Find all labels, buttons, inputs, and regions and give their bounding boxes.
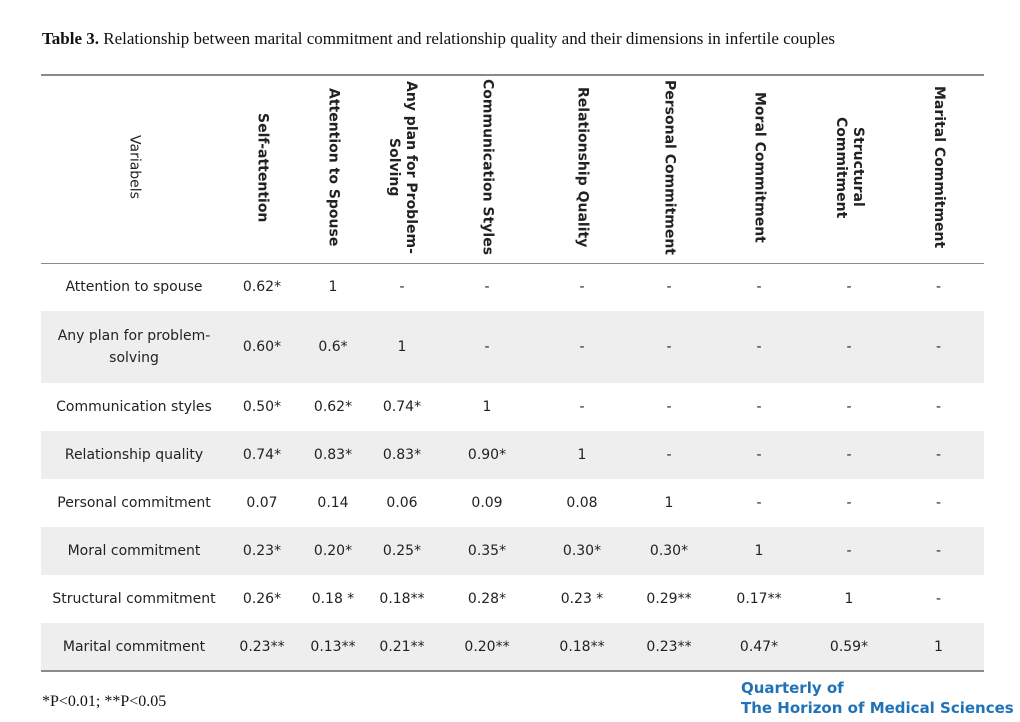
table-row <box>41 263 984 311</box>
journal-logo <box>741 678 1014 718</box>
table-cell: 0.26* <box>242 591 282 607</box>
journal-logo-line2: The Horizon of Medical Sciences <box>741 699 1014 717</box>
table-cell: - <box>579 399 585 415</box>
column-header-self-attention: Self-attention <box>254 112 271 222</box>
column-header-marital-commitment: Marital Commitment <box>931 86 947 249</box>
table-row <box>41 479 984 527</box>
table-cell: - <box>756 399 762 415</box>
table-cell: 0.28* <box>467 591 507 607</box>
table-cell: - <box>935 399 942 415</box>
table-cell: - <box>846 279 852 296</box>
table-cell: 0.18** <box>539 623 625 671</box>
table-cell: 0.23* <box>227 527 297 575</box>
table-caption-text: Relationship between marital commitment and relationship quality and their dimensions in infertile couples <box>103 29 836 48</box>
table-cell: 0.62* <box>242 279 282 296</box>
table-row <box>41 311 984 383</box>
table-cell: - <box>713 431 805 479</box>
table-cell: 1 <box>369 311 435 383</box>
table-cell: 0.90* <box>435 431 539 479</box>
row-label: Relationship quality <box>41 431 227 479</box>
table-cell: - <box>893 431 984 479</box>
table-cell: 0.74* <box>227 431 297 479</box>
column-header-relationship-quality: Relationship Quality <box>574 87 591 248</box>
table-row <box>41 383 984 431</box>
table-cell: - <box>935 495 942 511</box>
column-header-variables: Variabels <box>126 135 143 200</box>
table-cell: 0.6* <box>297 311 369 383</box>
journal-logo-line1: Quarterly of <box>741 679 844 697</box>
table-caption <box>42 29 835 49</box>
column-header-structural-commitment: Structural Commitment <box>833 116 866 218</box>
table-cell: 0.60* <box>227 311 297 383</box>
table-cell: 1 <box>539 431 625 479</box>
column-header-personal-commitment: Personal Commitment <box>661 79 678 255</box>
table-cell: - <box>399 279 405 296</box>
table-cell: 0.08 <box>566 495 598 511</box>
table-cell: - <box>666 279 672 296</box>
row-label: Marital commitment <box>41 623 227 671</box>
row-label: Structural commitment <box>52 591 216 607</box>
table-cell: 0.14 <box>317 495 349 511</box>
table-cell: 0.47* <box>713 623 805 671</box>
table-cell: - <box>713 311 805 383</box>
table-cell: 0.59* <box>805 623 893 671</box>
table-row <box>41 575 984 623</box>
table-cell: - <box>756 495 762 511</box>
table-cell: - <box>579 279 585 296</box>
table-row <box>41 431 984 479</box>
table-cell: 0.50* <box>242 399 282 415</box>
table-caption-label: Table 3. <box>42 29 100 48</box>
table-cell: 1 <box>482 399 492 415</box>
table-cell: 0.62* <box>313 399 353 415</box>
table-cell: 0.20* <box>297 527 369 575</box>
table-cell: 0.83* <box>369 431 435 479</box>
table-cell: 0.18** <box>379 591 425 607</box>
table-cell: 0.83* <box>297 431 369 479</box>
table-cell: 0.29** <box>646 591 692 607</box>
row-label: Any plan for problem-solving <box>41 311 227 383</box>
table-cell: - <box>625 311 713 383</box>
table-footnote: *P<0.01; **P<0.05 <box>42 693 167 710</box>
table-cell: 0.17** <box>736 591 782 607</box>
table-cell: 0.07 <box>246 495 278 511</box>
table-cell: - <box>805 527 893 575</box>
row-label: Moral commitment <box>41 527 227 575</box>
table-cell: 0.23 * <box>560 591 604 607</box>
table-cell: 0.20** <box>435 623 539 671</box>
table-cell: - <box>805 431 893 479</box>
column-header-attention-to-spouse: Attention to Spouse <box>325 88 342 247</box>
table-cell: - <box>666 399 672 415</box>
column-header-communication-styles: Communication Styles <box>479 79 496 256</box>
table-cell: 0.30* <box>625 527 713 575</box>
table-cell: - <box>893 311 984 383</box>
table-header-row <box>41 75 984 263</box>
table-cell: 0.09 <box>471 495 503 511</box>
table-cell: 0.13** <box>297 623 369 671</box>
table-cell: - <box>756 279 762 296</box>
table-cell: - <box>484 279 490 296</box>
table-cell: 1 <box>328 279 338 296</box>
table-cell: 0.74* <box>382 399 422 415</box>
table-cell: - <box>625 431 713 479</box>
table-cell: 0.35* <box>435 527 539 575</box>
table-cell: - <box>435 311 539 383</box>
correlation-table <box>41 74 984 672</box>
table-cell: - <box>935 279 942 296</box>
table-cell: - <box>846 399 852 415</box>
table-row <box>41 623 984 671</box>
row-label: Communication styles <box>56 399 212 415</box>
row-label: Personal commitment <box>57 495 211 511</box>
table-cell: - <box>846 495 852 511</box>
table-cell: 0.23** <box>625 623 713 671</box>
row-label: Attention to spouse <box>65 279 203 296</box>
table-cell: 0.30* <box>539 527 625 575</box>
table-cell: 0.18 * <box>311 591 355 607</box>
column-header-problem-solving: Any plan for Problem-Solving <box>386 80 419 254</box>
column-header-moral-commitment: Moral Commitment <box>751 91 768 243</box>
table-row <box>41 527 984 575</box>
table-cell: 0.23** <box>227 623 297 671</box>
table-cell: - <box>539 311 625 383</box>
table-cell: 1 <box>893 623 984 671</box>
table-cell: 0.25* <box>369 527 435 575</box>
table-cell: - <box>935 591 942 607</box>
table-cell: 1 <box>713 527 805 575</box>
table-cell: 0.06 <box>386 495 418 511</box>
table-cell: 0.21** <box>369 623 435 671</box>
table-cell: - <box>805 311 893 383</box>
table-cell: - <box>893 527 984 575</box>
table-cell: 1 <box>664 495 674 511</box>
table-cell: 1 <box>844 591 854 607</box>
